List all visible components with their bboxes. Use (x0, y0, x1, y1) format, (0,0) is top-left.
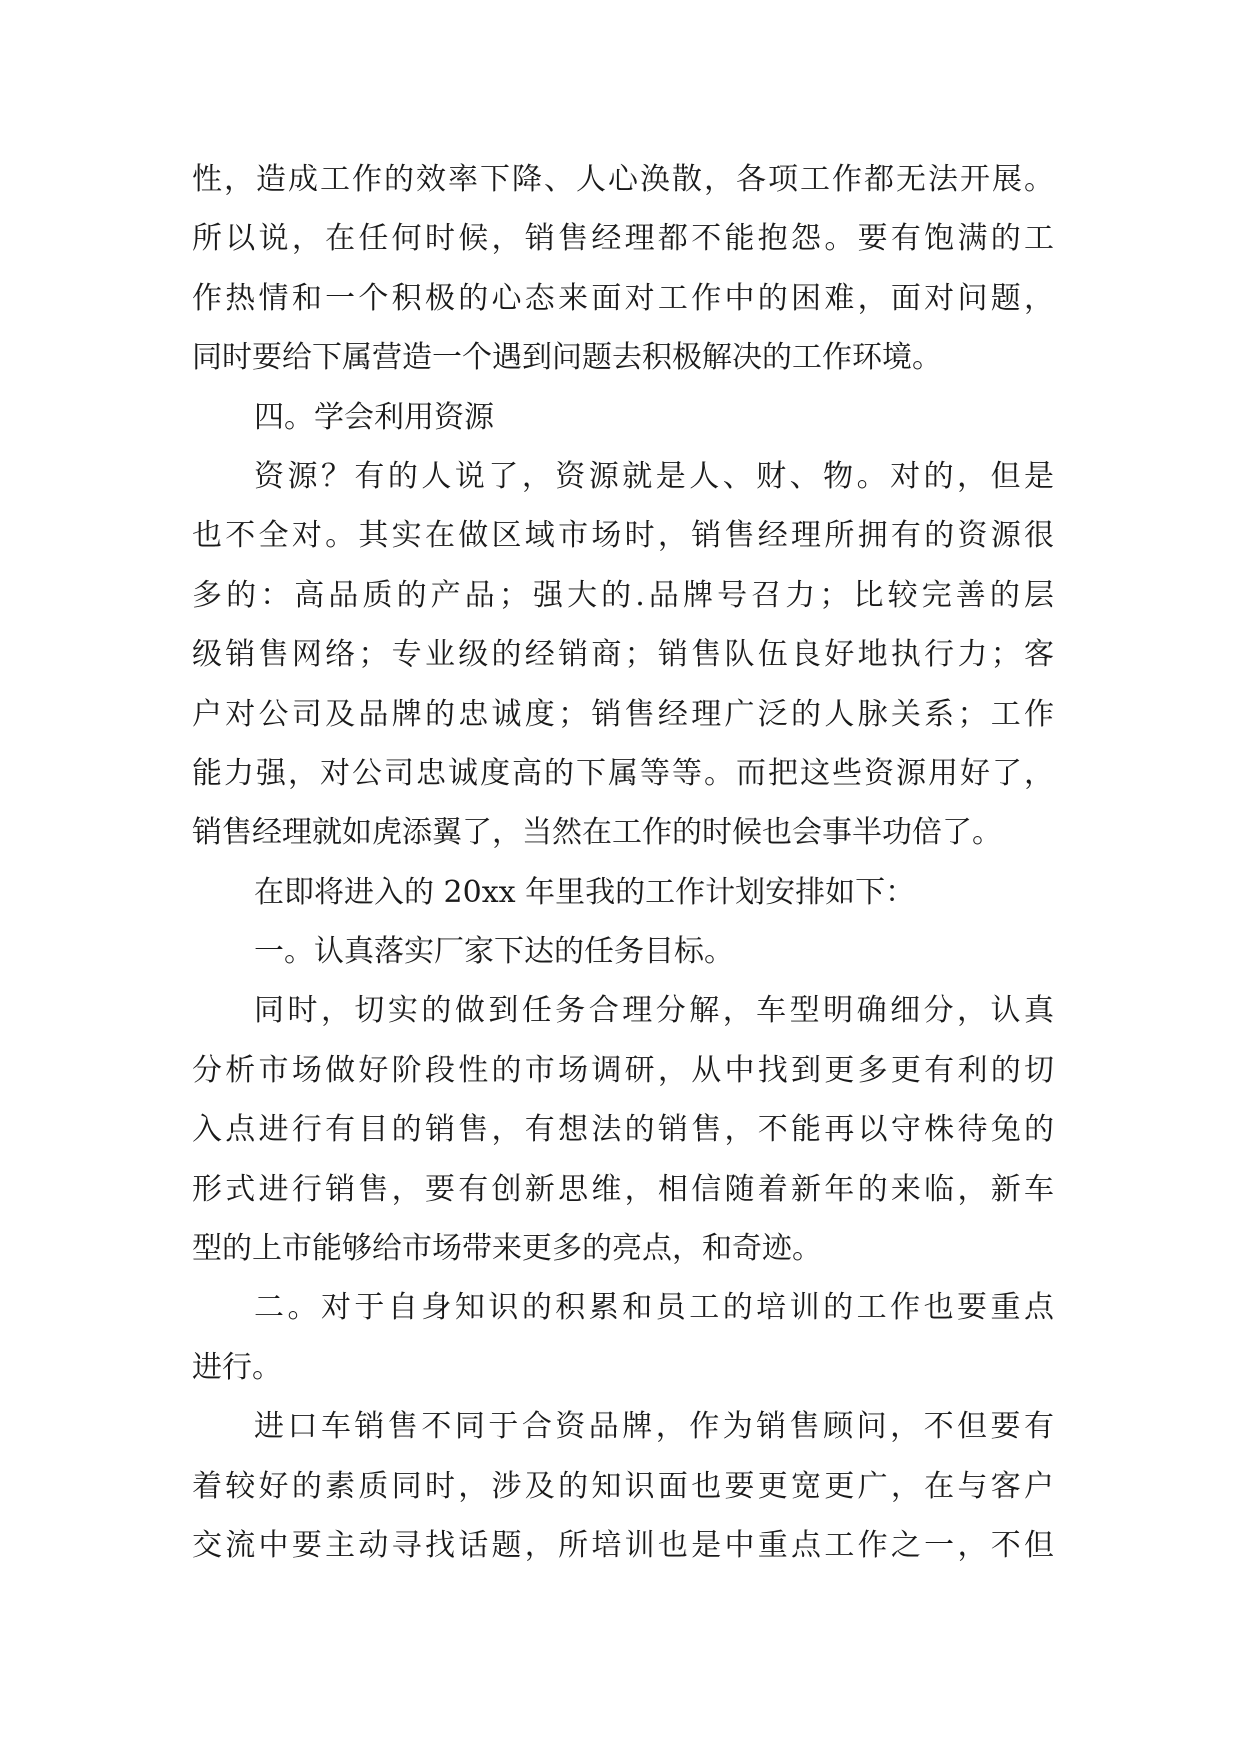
text-line: 分析市场做好阶段性的市场调研，从中找到更多更有利的切 (192, 1052, 1054, 1088)
text-line: 着较好的素质同时，涉及的知识面也要更宽更广，在与客户 (192, 1468, 1054, 1504)
text-line: 形式进行销售，要有创新思维，相信随着新年的来临，新车 (192, 1171, 1054, 1207)
text-line: 型的上市能够给市场带来更多的亮点，和奇迹。 (192, 1231, 822, 1267)
text-line: 所以说，在任何时候，销售经理都不能抱怨。要有饱满的工 (192, 221, 1054, 257)
text-line: 户对公司及品牌的忠诚度；销售经理广泛的人脉关系；工作 (192, 696, 1054, 732)
text-line: 性，造成工作的效率下降、人心涣散，各项工作都无法开展。 (192, 162, 1054, 197)
text-line: 进口车销售不同于合资品牌，作为销售顾问，不但要有 (254, 1409, 1054, 1445)
text-line: 也不全对。其实在做区域市场时，销售经理所拥有的资源很 (192, 518, 1054, 554)
text-line: 销售经理就如虎添翼了，当然在工作的时候也会事半功倍了。 (192, 815, 1002, 851)
section-heading: 一。认真落实厂家下达的任务目标。 (254, 934, 734, 970)
section-heading: 四。学会利用资源 (254, 399, 494, 435)
text-line: 入点进行有目的销售，有想法的销售，不能再以守株待兔的 (192, 1112, 1054, 1148)
document-body (192, 150, 1054, 1575)
text-line: 交流中要主动寻找话题，所培训也是中重点工作之一，不但 (192, 1527, 1054, 1563)
text-line: 级销售网络；专业级的经销商；销售队伍良好地执行力；客 (192, 637, 1054, 673)
text-line: 同时要给下属营造一个遇到问题去积极解决的工作环境。 (192, 340, 942, 376)
section-heading: 二。对于自身知识的积累和员工的培训的工作也要重点 (254, 1290, 1054, 1326)
text-line: 在即将进入的 20xx 年里我的工作计划安排如下： (254, 874, 916, 910)
text-line: 资源？有的人说了，资源就是人、财、物。对的，但是 (254, 458, 1054, 494)
text-line: 进行。 (192, 1349, 282, 1385)
text-line: 多的：高品质的产品；强大的.品牌号召力；比较完善的层 (192, 577, 1054, 613)
text-line: 作热情和一个积极的心态来面对工作中的困难，面对问题， (192, 280, 1054, 316)
text-line: 同时，切实的做到任务合理分解，车型明确细分，认真 (254, 993, 1054, 1029)
text-line: 能力强，对公司忠诚度高的下属等等。而把这些资源用好了， (192, 755, 1054, 791)
